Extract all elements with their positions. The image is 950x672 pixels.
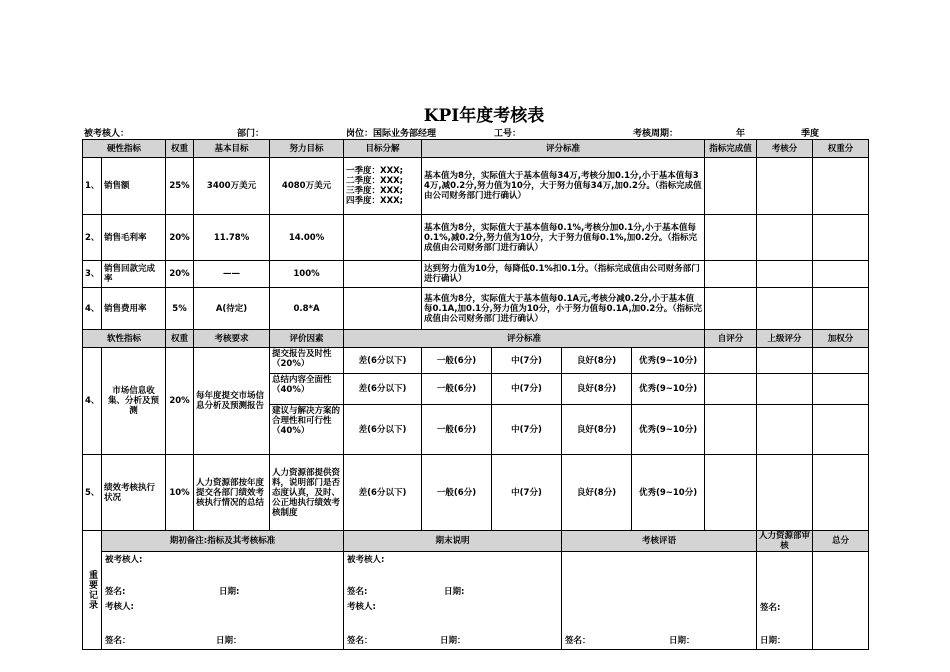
initial-notes-cell[interactable] <box>102 552 344 650</box>
hard-header-name: 硬性指标 <box>83 140 166 158</box>
effort-target: 0.8*A <box>270 288 344 330</box>
target-breakdown <box>344 288 422 330</box>
row-number: 2、 <box>83 215 102 261</box>
assessee-sign-label: 被考核人: <box>347 555 385 565</box>
record-header-initial: 期初备注:指标及其考核标准 <box>102 531 344 552</box>
indicator-name: 绩效考核执行状况 <box>102 455 166 531</box>
indicator-weight: 20% <box>166 348 194 455</box>
indicator-weight: 20% <box>166 215 194 261</box>
soft-header-row <box>83 330 869 348</box>
date-label: 日期： <box>440 636 466 646</box>
level-fair: 一般(6分) <box>422 405 492 455</box>
total-score-cell[interactable] <box>813 552 869 650</box>
assessee-label: 被考核人： <box>84 129 130 139</box>
level-fair: 一般(6分) <box>422 348 492 374</box>
level-excellent: 优秀(9~10分) <box>632 455 705 531</box>
year-label: 年 <box>736 129 746 139</box>
record-body-row <box>83 552 869 650</box>
hard-header-criteria: 评分标准 <box>422 140 705 158</box>
sign-label: 签名: <box>105 587 126 597</box>
self-score-cell[interactable] <box>705 455 757 531</box>
row-number: 1、 <box>83 158 102 215</box>
basic-target: A(待定) <box>194 288 270 330</box>
table-row <box>83 215 869 261</box>
assessor-sign-label: 考核人: <box>105 602 134 612</box>
level-medium: 中(7分) <box>492 374 562 405</box>
record-header-comment: 考核评语 <box>562 531 757 552</box>
date-label: 日期： <box>669 636 695 646</box>
score-cell[interactable] <box>757 288 813 330</box>
indicator-weight: 10% <box>166 455 194 531</box>
record-header-hr: 人力资源部审核 <box>757 531 813 552</box>
indicator-name: 销售回款完成率 <box>102 261 166 288</box>
level-excellent: 优秀(9~10分) <box>632 374 705 405</box>
level-medium: 中(7分) <box>492 348 562 374</box>
level-excellent: 优秀(9~10分) <box>632 405 705 455</box>
hr-review-cell[interactable] <box>757 552 813 650</box>
soft-header-requirement: 考核要求 <box>194 330 270 348</box>
hard-header-row <box>83 140 869 158</box>
scoring-criteria: 基本值为8分，实际值大于基本值每0.1%,考核分加0.1分,小于基本值每0.1%,减0.2分,努力值为10分，大于努力值每0.1%,加0.2分。（指标完成值由公司财务部门进行确认） <box>422 215 705 261</box>
weighted-score-cell[interactable] <box>813 261 869 288</box>
soft-header-weighted: 加权分 <box>813 330 869 348</box>
date-label: 日期： <box>216 636 242 646</box>
assessment-comment-cell[interactable] <box>562 552 757 650</box>
indicator-name: 销售毛利率 <box>102 215 166 261</box>
sign-label: 签名： <box>105 636 131 646</box>
hard-header-breakdown: 目标分解 <box>344 140 422 158</box>
score-cell[interactable] <box>757 261 813 288</box>
level-poor: 差(6分以下) <box>344 405 422 455</box>
hard-header-actual: 指标完成值 <box>705 140 757 158</box>
weighted-score-cell[interactable] <box>813 455 869 531</box>
final-notes-cell[interactable] <box>344 552 562 650</box>
row-number: 4、 <box>83 288 102 330</box>
sign-label: 签名: <box>760 603 781 613</box>
indicator-name: 销售额 <box>102 158 166 215</box>
quarter-label: 季度 <box>801 129 820 139</box>
effort-target: 14.00% <box>270 215 344 261</box>
hard-header-weight: 权重 <box>166 140 194 158</box>
level-poor: 差(6分以下) <box>344 374 422 405</box>
date-label: 日期: <box>444 587 465 597</box>
department-label: 部门： <box>237 129 265 139</box>
level-fair: 一般(6分) <box>422 374 492 405</box>
weighted-score-cell[interactable] <box>813 288 869 330</box>
table-row <box>83 348 869 374</box>
assessee-sign-label: 被考核人: <box>105 555 143 565</box>
scoring-criteria: 达到努力值为10分，每降低0.1%扣0.1分。（指标完成值由公司财务部门进行确认） <box>422 261 705 288</box>
actual-value-cell[interactable] <box>705 215 757 261</box>
date-label: 日期: <box>219 587 240 597</box>
level-excellent: 优秀(9~10分) <box>632 348 705 374</box>
level-good: 良好(8分) <box>562 405 632 455</box>
basic-target: 3400万美元 <box>194 158 270 215</box>
assessment-requirement: 每年度提交市场信息分析及预测报告 <box>194 348 270 455</box>
actual-value-cell[interactable] <box>705 288 757 330</box>
target-breakdown: 一季度：XXX; 二季度：XXX; 三季度：XXX; 四季度：XXX; <box>344 158 422 215</box>
hard-header-weighted: 权重分 <box>813 140 869 158</box>
target-breakdown <box>344 215 422 261</box>
kpi-table <box>82 139 869 650</box>
level-poor: 差(6分以下) <box>344 455 422 531</box>
indicator-weight: 25% <box>166 158 194 215</box>
sign-label: 签名: <box>347 587 368 597</box>
soft-header-self: 自评分 <box>705 330 757 348</box>
indicator-name: 市场信息收集、分析及预测 <box>102 348 166 455</box>
superior-score-cell[interactable] <box>757 348 813 374</box>
score-cell[interactable] <box>757 215 813 261</box>
record-label: 重要记录 <box>83 531 102 650</box>
evaluation-factor: 人力资源部提供资料，说明部门是否态度认真，及时、公正地执行绩效考核制度 <box>270 455 344 531</box>
row-number: 4、 <box>83 348 102 455</box>
evaluation-factor: 建议与解决方案的合理性和可行性（40%） <box>270 405 344 455</box>
actual-value-cell[interactable] <box>705 261 757 288</box>
effort-target: 4080万美元 <box>270 158 344 215</box>
self-score-cell[interactable] <box>705 405 757 455</box>
table-row <box>83 158 869 215</box>
position-label: 岗位：国际业务部经理 <box>346 129 437 139</box>
date-label: 日期： <box>760 636 786 646</box>
self-score-cell[interactable] <box>705 348 757 374</box>
level-poor: 差(6分以下) <box>344 348 422 374</box>
assessment-requirement: 人力资源部按年度提交各部门绩效考核执行情况的总结 <box>194 455 270 531</box>
period-label: 考核周期： <box>633 129 679 139</box>
scoring-criteria: 基本值为8分，实际值大于基本值每0.1A元,考核分减0.2分,小于基本值每0.1A,加0.1分,努力值为10分，小于努力值每0.1A,加0.2分。（指标完成值由公司财务部门进行确认） <box>422 288 705 330</box>
assessor-sign-label: 考核人: <box>347 602 376 612</box>
level-good: 良好(8分) <box>562 348 632 374</box>
indicator-weight: 20% <box>166 261 194 288</box>
actual-value-cell[interactable] <box>705 158 757 215</box>
level-good: 良好(8分) <box>562 374 632 405</box>
record-header-row <box>83 531 869 552</box>
record-header-final: 期末说明 <box>344 531 562 552</box>
weighted-score-cell[interactable] <box>813 215 869 261</box>
superior-score-cell[interactable] <box>757 455 813 531</box>
weighted-score-cell[interactable] <box>813 158 869 215</box>
self-score-cell[interactable] <box>705 374 757 405</box>
level-medium: 中(7分) <box>492 405 562 455</box>
page-title: KPI年度考核表 <box>423 106 545 126</box>
soft-header-factor: 评价因素 <box>270 330 344 348</box>
employee-no-label: 工号： <box>494 129 522 139</box>
record-header-total: 总分 <box>813 531 869 552</box>
table-row <box>83 455 869 531</box>
effort-target: 100% <box>270 261 344 288</box>
weighted-score-cell[interactable] <box>813 405 869 455</box>
basic-target: 11.78% <box>194 215 270 261</box>
scoring-criteria: 基本值为8分，实际值大于基本值每34万,考核分加0.1分,小于基本值每34万,减0.2分,努力值为10分，大于努力值每34万,加0.2分。（指标完成值由公司财务部门进行确认） <box>422 158 705 215</box>
soft-header-weight: 权重 <box>166 330 194 348</box>
weighted-score-cell[interactable] <box>813 348 869 374</box>
hard-header-score: 考核分 <box>757 140 813 158</box>
weighted-score-cell[interactable] <box>813 374 869 405</box>
evaluation-factor: 总结内容全面性（40%） <box>270 374 344 405</box>
hard-header-effort: 努力目标 <box>270 140 344 158</box>
sign-label: 签名： <box>565 636 591 646</box>
score-cell[interactable] <box>757 158 813 215</box>
indicator-name: 销售费用率 <box>102 288 166 330</box>
level-fair: 一般(6分) <box>422 455 492 531</box>
sign-label: 签名： <box>347 636 373 646</box>
row-number: 3、 <box>83 261 102 288</box>
level-medium: 中(7分) <box>492 455 562 531</box>
superior-score-cell[interactable] <box>757 405 813 455</box>
soft-header-superior: 上级评分 <box>757 330 813 348</box>
target-breakdown <box>344 261 422 288</box>
soft-header-name: 软性指标 <box>83 330 166 348</box>
indicator-weight: 5% <box>166 288 194 330</box>
superior-score-cell[interactable] <box>757 374 813 405</box>
basic-target: —— <box>194 261 270 288</box>
soft-header-criteria: 评分标准 <box>344 330 705 348</box>
level-good: 良好(8分) <box>562 455 632 531</box>
table-row <box>83 288 869 330</box>
table-row <box>83 261 869 288</box>
hard-header-basic: 基本目标 <box>194 140 270 158</box>
evaluation-factor: 提交报告及时性（20%） <box>270 348 344 374</box>
row-number: 5、 <box>83 455 102 531</box>
